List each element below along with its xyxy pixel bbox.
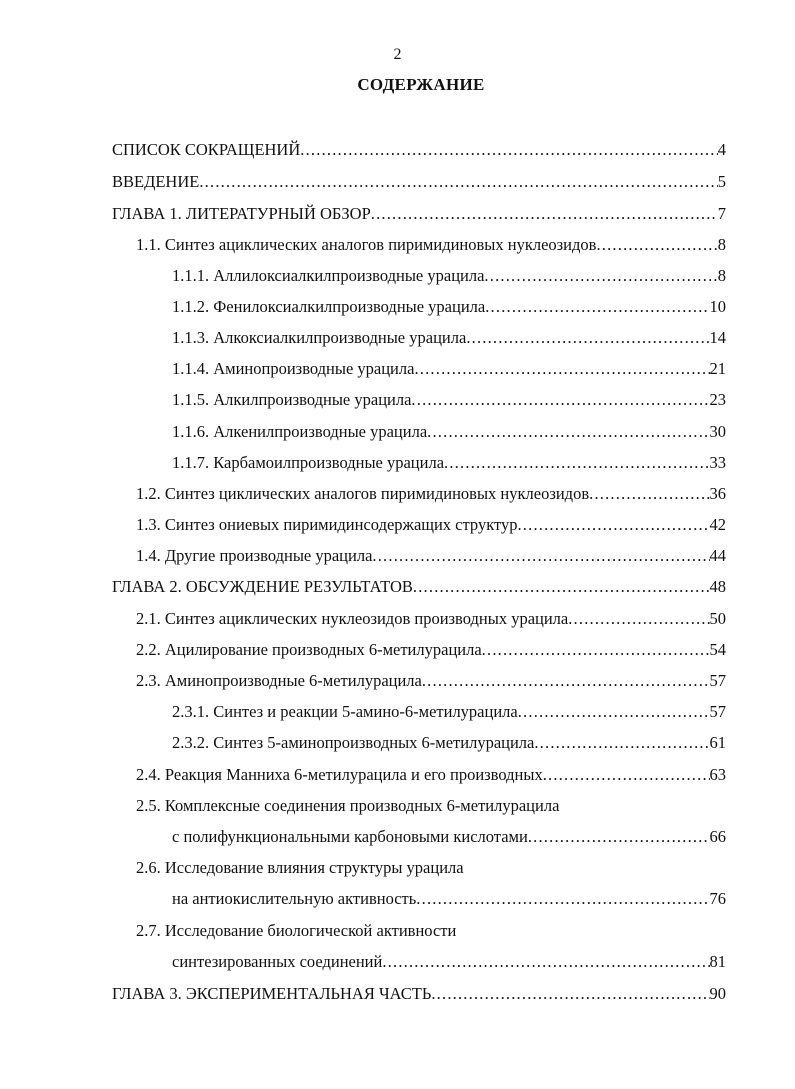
- toc-entry-1-1-5[interactable]: [172, 389, 726, 411]
- toc-entry-chapter-2[interactable]: [112, 576, 726, 598]
- toc-page: 81: [709, 952, 726, 971]
- toc-label: 1.1.6. Алкенилпроизводные урацила: [172, 422, 428, 441]
- dot-leader: [485, 296, 709, 318]
- toc-label: ГЛАВА 1. ЛИТЕРАТУРНЫЙ ОБЗОР: [112, 204, 371, 223]
- toc-entry-1-1-1[interactable]: [172, 265, 726, 287]
- dot-leader: [416, 888, 709, 910]
- toc-label: 1.1.4. Аминопроизводные урацила: [172, 359, 415, 378]
- dot-leader: [589, 483, 709, 505]
- dot-leader: [382, 951, 709, 973]
- toc-page: 33: [709, 453, 726, 472]
- toc-page: 42: [709, 515, 726, 534]
- toc-page: 23: [709, 390, 726, 409]
- dot-leader: [517, 514, 709, 536]
- toc-label: 1.1.1. Аллилоксиалкилпроизводные урацила: [172, 266, 485, 285]
- toc-entry-chapter-1[interactable]: [112, 203, 726, 225]
- toc-entry-introduction[interactable]: [112, 171, 726, 193]
- dot-leader: [300, 139, 717, 161]
- toc-entry-2-7-line1[interactable]: 2.7. Исследование биологической активности: [136, 921, 457, 940]
- toc-entry-1-1[interactable]: [136, 234, 726, 256]
- toc-page: 30: [709, 422, 726, 441]
- toc-page: 54: [709, 640, 726, 659]
- toc-label: с полифункциональными карбоновыми кислотами: [172, 827, 528, 846]
- toc-entry-1-4[interactable]: [136, 545, 726, 567]
- toc-label: 2.3.1. Синтез и реакции 5-амино-6-метилурацила: [172, 702, 518, 721]
- toc-label: ВВЕДЕНИЕ: [112, 172, 200, 191]
- toc-page: 57: [709, 702, 726, 721]
- toc-entry-2-5[interactable]: [172, 826, 726, 848]
- toc-entry-2-6[interactable]: [172, 888, 726, 910]
- dot-leader: [372, 545, 709, 567]
- toc-label: на антиокислительную активность: [172, 889, 417, 908]
- toc-page: 66: [709, 827, 726, 846]
- dot-leader: [568, 608, 709, 630]
- toc-entry-2-7[interactable]: [172, 951, 726, 973]
- toc-page: 50: [709, 609, 726, 628]
- toc-label: 1.1. Синтез ациклических аналогов пиримидиновых нуклеозидов: [136, 235, 597, 254]
- toc-entry-1-1-3[interactable]: [172, 327, 726, 349]
- toc-page: 4: [717, 140, 726, 159]
- toc-label: 2.3.2. Синтез 5-аминопроизводных 6-метилурацила: [172, 733, 535, 752]
- toc-label: 2.3. Аминопроизводные 6-метилурацила: [136, 671, 422, 690]
- toc-page: 48: [709, 577, 726, 596]
- toc-label: 2.2. Ацилирование производных 6-метилурацила: [136, 640, 482, 659]
- dot-leader: [482, 639, 710, 661]
- toc-label: 1.1.3. Алкоксиалкилпроизводные урацила: [172, 328, 467, 347]
- toc-entry-2-5-line1[interactable]: 2.5. Комплексные соединения производных 6-метилурацила: [136, 796, 560, 815]
- toc-page: 61: [709, 733, 726, 752]
- dot-leader: [528, 826, 710, 848]
- toc-label: 1.1.5. Алкилпроизводные урацила: [172, 390, 412, 409]
- dot-leader: [518, 701, 710, 723]
- dot-leader: [543, 764, 710, 786]
- toc-page: 36: [709, 484, 726, 503]
- dot-leader: [414, 358, 709, 380]
- toc-label: синтезированных соединений: [172, 952, 383, 971]
- toc-page: 8: [717, 266, 726, 285]
- toc-page: 21: [709, 359, 726, 378]
- toc-entry-1-1-7[interactable]: [172, 452, 726, 474]
- dot-leader: [534, 732, 709, 754]
- dot-leader: [411, 389, 709, 411]
- toc-entry-chapter-3[interactable]: [112, 983, 726, 1005]
- toc-label: ГЛАВА 2. ОБСУЖДЕНИЕ РЕЗУЛЬТАТОВ: [112, 577, 413, 596]
- toc-label: 2.1. Синтез ациклических нуклеозидов производных урацила: [136, 609, 569, 628]
- toc-entry-2-4[interactable]: [136, 764, 726, 786]
- toc-page: 7: [717, 204, 726, 223]
- toc-label: 1.3. Синтез ониевых пиримидинсодержащих структур: [136, 515, 518, 534]
- page-number: 2: [393, 46, 402, 63]
- toc-entry-1-1-4[interactable]: [172, 358, 726, 380]
- toc-page: 8: [717, 235, 726, 254]
- toc-entry-1-1-6[interactable]: [172, 421, 726, 443]
- toc-page: 63: [709, 765, 726, 784]
- toc-entry-2-2[interactable]: [136, 639, 726, 661]
- dot-leader: [431, 983, 709, 1005]
- toc-entry-1-3[interactable]: [136, 514, 726, 536]
- toc-page: 90: [709, 984, 726, 1003]
- toc-page: 10: [709, 297, 726, 316]
- toc-page: 57: [709, 671, 726, 690]
- toc-page: 44: [709, 546, 726, 565]
- toc-label: ГЛАВА 3. ЭКСПЕРИМЕНТАЛЬНАЯ ЧАСТЬ: [112, 984, 432, 1003]
- dot-leader: [484, 265, 717, 287]
- toc-label: 1.1.7. Карбамоилпроизводные урацила: [172, 453, 445, 472]
- toc-entry-1-1-2[interactable]: [172, 296, 726, 318]
- dot-leader: [199, 171, 717, 193]
- dot-leader: [422, 670, 710, 692]
- toc-label: 1.4. Другие производные урацила: [136, 546, 373, 565]
- dot-leader: [596, 234, 717, 256]
- dot-leader: [371, 203, 718, 225]
- dot-leader: [413, 576, 710, 598]
- toc-page: 76: [709, 889, 726, 908]
- dot-leader: [466, 327, 709, 349]
- page-title: СОДЕРЖАНИЕ: [357, 75, 485, 94]
- toc-entry-2-1[interactable]: [136, 608, 726, 630]
- toc-label: СПИСОК СОКРАЩЕНИЙ: [112, 140, 301, 159]
- toc-entry-2-3-1[interactable]: [172, 701, 726, 723]
- toc-page: 5: [717, 172, 726, 191]
- toc-label: 2.4. Реакция Манниха 6-метилурацила и его производных: [136, 765, 543, 784]
- toc-label: 1.1.2. Фенилоксиалкилпроизводные урацила: [172, 297, 486, 316]
- dot-leader: [427, 421, 709, 443]
- toc-label: 1.2. Синтез циклических аналогов пиримидиновых нуклеозидов: [136, 484, 590, 503]
- toc-entry-2-6-line1[interactable]: 2.6. Исследование влияния структуры урацила: [136, 858, 464, 877]
- toc-entry-2-3-2[interactable]: [172, 732, 726, 754]
- toc-entry-abbreviations[interactable]: [112, 139, 726, 161]
- toc-entry-1-2[interactable]: [136, 483, 726, 505]
- toc-page: 14: [709, 328, 726, 347]
- toc-entry-2-3[interactable]: [136, 670, 726, 692]
- dot-leader: [444, 452, 709, 474]
